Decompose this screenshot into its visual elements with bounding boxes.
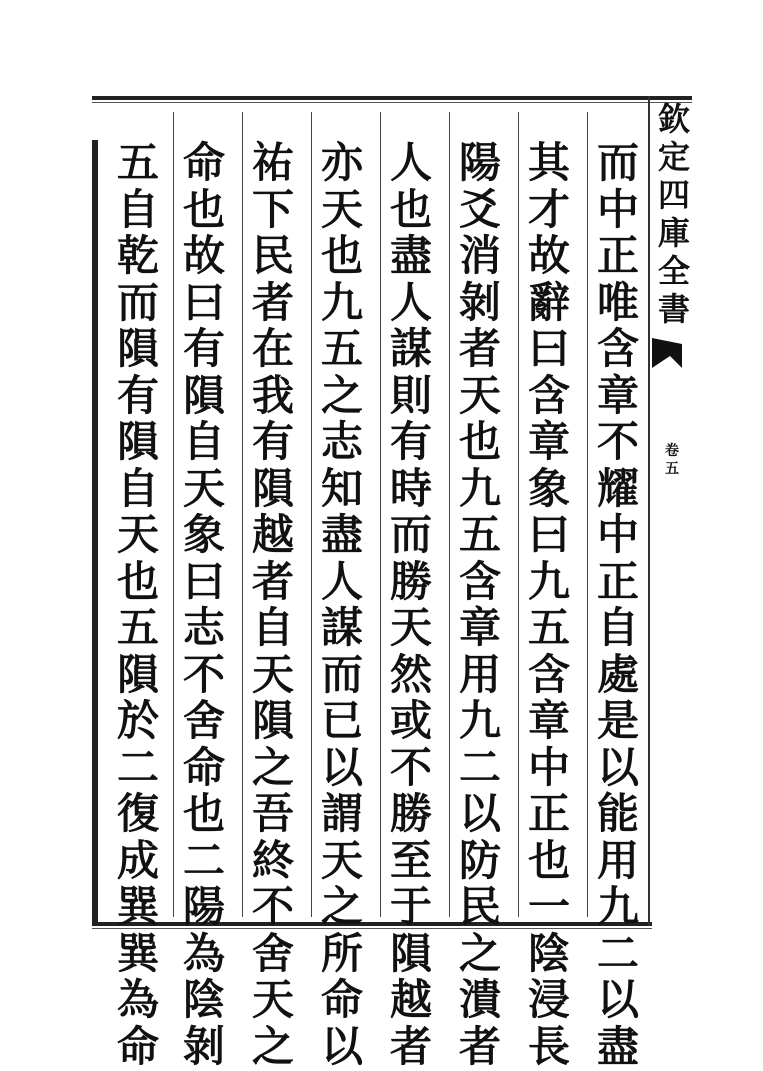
character: 四 (657, 176, 690, 214)
character: 有 (389, 417, 432, 466)
character: 而 (320, 649, 363, 699)
character: 之 (320, 882, 363, 931)
character: 章 (527, 696, 570, 745)
character: 所 (320, 928, 363, 978)
character: 含 (527, 649, 570, 699)
character: 陽 (458, 138, 501, 187)
character: 命 (320, 975, 363, 1024)
character: 五 (116, 603, 159, 652)
character: 曰 (182, 277, 225, 327)
character: 全 (657, 252, 690, 290)
character: 亦 (320, 138, 363, 187)
character: 故 (182, 231, 225, 280)
character: 盡 (596, 1021, 639, 1071)
character: 人 (320, 556, 363, 606)
character: 卷 (665, 443, 679, 459)
character: 浸 (527, 975, 570, 1024)
character: 天 (182, 463, 225, 513)
character: 唯 (596, 277, 639, 327)
character: 命 (116, 1021, 159, 1071)
character: 勝 (389, 789, 432, 838)
character: 在 (251, 324, 294, 373)
character: 祐 (251, 138, 294, 187)
character: 剝 (182, 1021, 225, 1071)
character: 二 (458, 742, 501, 792)
character: 二 (182, 835, 225, 885)
character: 隕 (116, 324, 159, 373)
character: 天 (251, 975, 294, 1024)
character: 曰 (527, 324, 570, 373)
character: 則 (389, 370, 432, 420)
character: 已 (320, 696, 363, 745)
character: 之 (251, 742, 294, 792)
character: 正 (596, 231, 639, 280)
character: 也 (182, 789, 225, 838)
character: 正 (596, 556, 639, 606)
character: 九 (320, 277, 363, 327)
right-border-rule (648, 96, 650, 926)
text-column-2 (521, 138, 577, 1071)
character: 也 (389, 184, 432, 234)
column-divider (380, 112, 381, 917)
character: 盡 (389, 231, 432, 280)
column-divider (173, 112, 174, 917)
character: 也 (527, 835, 570, 885)
character: 乾 (116, 231, 159, 280)
character: 謀 (320, 603, 363, 652)
character: 陰 (182, 975, 225, 1024)
character: 終 (251, 835, 294, 885)
character: 自 (596, 603, 639, 652)
character: 長 (527, 1021, 570, 1071)
character: 中 (596, 510, 639, 559)
character: 舍 (251, 928, 294, 978)
left-border-rule (92, 140, 98, 926)
character: 命 (182, 138, 225, 187)
character: 者 (458, 1021, 501, 1071)
character: 不 (596, 417, 639, 466)
character: 以 (596, 975, 639, 1024)
character: 其 (527, 138, 570, 187)
character: 於 (116, 696, 159, 745)
character: 者 (389, 1021, 432, 1071)
character: 一 (527, 882, 570, 931)
character: 自 (182, 417, 225, 466)
character: 五 (665, 461, 679, 477)
character: 自 (251, 603, 294, 652)
character: 者 (458, 324, 501, 373)
margin-title (652, 100, 696, 328)
character: 有 (116, 370, 159, 420)
character: 五 (458, 510, 501, 559)
character: 才 (527, 184, 570, 234)
character: 以 (596, 742, 639, 792)
character: 民 (251, 231, 294, 280)
character: 也 (116, 556, 159, 606)
character: 書 (657, 290, 690, 328)
character: 謀 (389, 324, 432, 373)
character: 以 (458, 789, 501, 838)
character: 至 (389, 835, 432, 885)
column-divider (587, 112, 588, 917)
character: 為 (182, 928, 225, 978)
character: 曰 (527, 510, 570, 559)
character: 我 (251, 370, 294, 420)
character: 五 (527, 603, 570, 652)
character: 而 (389, 510, 432, 559)
character: 人 (389, 277, 432, 327)
character: 然 (389, 649, 432, 699)
character: 于 (389, 882, 432, 931)
character: 隕 (251, 463, 294, 513)
character: 知 (320, 463, 363, 513)
character: 人 (389, 138, 432, 187)
character: 吾 (251, 789, 294, 838)
character: 隕 (389, 928, 432, 978)
character: 而 (596, 138, 639, 187)
character: 中 (596, 184, 639, 234)
character: 天 (458, 370, 501, 420)
column-divider (311, 112, 312, 917)
character: 之 (458, 928, 501, 978)
character: 有 (251, 417, 294, 466)
character: 天 (251, 649, 294, 699)
character: 命 (182, 742, 225, 792)
character: 正 (527, 789, 570, 838)
character: 象 (182, 510, 225, 559)
character: 是 (596, 696, 639, 745)
character: 能 (596, 789, 639, 838)
text-column-3 (452, 138, 508, 1071)
character: 或 (389, 696, 432, 745)
top-border-rule-inner (92, 102, 692, 103)
character: 天 (320, 835, 363, 885)
character: 勝 (389, 556, 432, 606)
character: 天 (116, 510, 159, 559)
character: 辭 (527, 277, 570, 327)
character: 隕 (116, 417, 159, 466)
text-column-8 (110, 138, 166, 1071)
character: 曰 (182, 556, 225, 606)
character: 者 (251, 556, 294, 606)
character: 自 (116, 184, 159, 234)
character: 章 (458, 603, 501, 652)
character: 志 (320, 417, 363, 466)
text-column-1 (590, 138, 646, 1071)
character: 含 (527, 370, 570, 420)
character: 潰 (458, 975, 501, 1024)
character: 章 (596, 370, 639, 420)
character: 也 (182, 184, 225, 234)
character: 天 (389, 603, 432, 652)
character: 之 (251, 1021, 294, 1071)
character: 隕 (251, 696, 294, 745)
character: 二 (596, 928, 639, 978)
text-column-5 (314, 138, 370, 1071)
character: 巽 (116, 928, 159, 978)
column-divider (242, 112, 243, 917)
character: 象 (527, 463, 570, 513)
character: 九 (458, 463, 501, 513)
character: 自 (116, 463, 159, 513)
character: 隕 (116, 649, 159, 699)
character: 之 (320, 370, 363, 420)
character: 五 (116, 138, 159, 187)
column-divider (518, 112, 519, 917)
character: 耀 (596, 463, 639, 513)
character: 二 (116, 742, 159, 792)
character: 舍 (182, 696, 225, 745)
character: 復 (116, 789, 159, 838)
character: 下 (251, 184, 294, 234)
character: 防 (458, 835, 501, 885)
character: 含 (458, 556, 501, 606)
fish-tail-mark (652, 338, 682, 368)
top-border-rule (92, 96, 692, 100)
character: 故 (527, 231, 570, 280)
character: 不 (251, 882, 294, 931)
character: 以 (320, 742, 363, 792)
character: 而 (116, 277, 159, 327)
character: 欽 (657, 100, 690, 138)
character: 越 (389, 975, 432, 1024)
character: 也 (458, 417, 501, 466)
character: 志 (182, 603, 225, 652)
character: 中 (527, 742, 570, 792)
character: 九 (527, 556, 570, 606)
character: 含 (596, 324, 639, 373)
column-divider (449, 112, 450, 917)
character: 民 (458, 882, 501, 931)
character: 定 (657, 138, 690, 176)
character: 盡 (320, 510, 363, 559)
character: 也 (320, 231, 363, 280)
character: 章 (527, 417, 570, 466)
character: 天 (320, 184, 363, 234)
character: 處 (596, 649, 639, 699)
character: 謂 (320, 789, 363, 838)
character: 爻 (458, 184, 501, 234)
character: 消 (458, 231, 501, 280)
text-column-4 (383, 138, 439, 1071)
character: 隕 (182, 370, 225, 420)
character: 時 (389, 463, 432, 513)
character: 越 (251, 510, 294, 559)
text-column-6 (245, 138, 301, 1071)
character: 成 (116, 835, 159, 885)
character: 庫 (657, 214, 690, 252)
juan-number (662, 442, 682, 478)
character: 者 (251, 277, 294, 327)
character: 九 (458, 696, 501, 745)
character: 五 (320, 324, 363, 373)
character: 以 (320, 1021, 363, 1071)
character: 用 (596, 835, 639, 885)
character: 陽 (182, 882, 225, 931)
character: 不 (182, 649, 225, 699)
character: 陰 (527, 928, 570, 978)
character: 九 (596, 882, 639, 931)
character: 剝 (458, 277, 501, 327)
character: 用 (458, 649, 501, 699)
character: 為 (116, 975, 159, 1024)
character: 巽 (116, 882, 159, 931)
text-column-7 (176, 138, 232, 1071)
character: 有 (182, 324, 225, 373)
character: 不 (389, 742, 432, 792)
